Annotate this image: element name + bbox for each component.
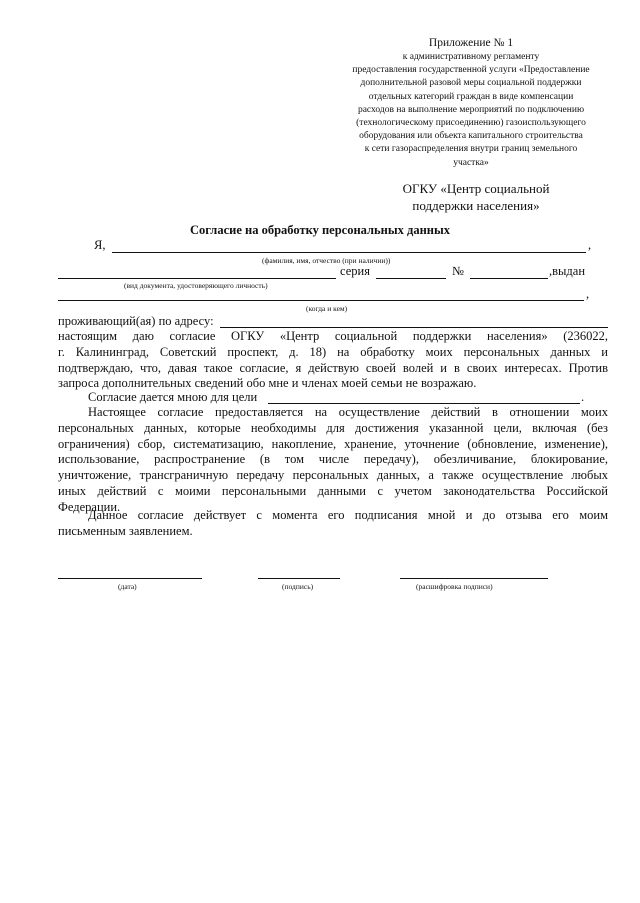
header-line: расходов на выполнение мероприятий по подключению xyxy=(357,104,585,115)
purpose-field[interactable] xyxy=(268,403,580,404)
caption-signature-decode: (расшифровка подписи) xyxy=(416,582,493,591)
ya-label: Я, xyxy=(94,238,106,252)
consent-paragraph xyxy=(58,329,608,392)
paragraph-line: настоящим даю согласие ОГКУ «Центр социальной поддержки населения» (236022, xyxy=(58,329,608,343)
seria-field[interactable] xyxy=(376,278,446,279)
seria-label: серия xyxy=(340,264,370,278)
date-field[interactable] xyxy=(58,578,202,579)
fio-field[interactable] xyxy=(112,252,586,253)
header-line: участка» xyxy=(453,157,489,168)
paragraph-line: использование, распространение (в том числе передачу), обезличивание, блокирование, xyxy=(58,452,608,467)
paragraph-line: подтверждаю, что, давая такое согласие, я действую своей волей и в своих интересах. Против xyxy=(58,360,608,375)
comma: , xyxy=(586,287,590,301)
caption-date: (дата) xyxy=(118,582,137,591)
header-line: оборудования или объекта капитального строительства xyxy=(359,131,583,142)
vydan-label: ,выдан xyxy=(549,264,586,278)
caption-by-whom: (когда и кем) xyxy=(306,304,348,313)
paragraph-line: персональных данных, которые необходимы для достижения указанной цели, включая (без xyxy=(58,420,608,435)
paragraph-line: ограничения) сбор, систематизацию, накопление, хранение, уточнение (обновление, изменение), xyxy=(58,436,608,451)
header-line: дополнительной разовой меры социальной поддержки xyxy=(360,78,582,89)
paragraph-line: г. Калининград, Советский проспект, д. 18) на обработку моих персональных данных и xyxy=(58,344,608,359)
document-title: Согласие на обработку персональных данных xyxy=(189,223,450,237)
number-label: № xyxy=(452,264,464,278)
header-line: (технологическому присоединению) газоиспользующего xyxy=(356,118,586,129)
issued-by-field[interactable] xyxy=(58,300,584,301)
document-type-field[interactable] xyxy=(58,278,336,279)
appendix-header xyxy=(326,36,616,170)
comma: , xyxy=(588,238,592,252)
header-line: предоставления государственной услуги «Предоставление xyxy=(352,65,590,76)
paragraph-line: письменным заявлением. xyxy=(58,523,193,538)
signature-field[interactable] xyxy=(258,578,340,579)
header-line: к сети газораспределения внутри границ земельного xyxy=(364,144,578,155)
document-number-field[interactable] xyxy=(470,278,548,279)
appendix-title: Приложение № 1 xyxy=(428,37,514,49)
paragraph-line: иных действий с моими персональными данными с учетом законодательства Российской xyxy=(58,483,608,498)
validity-paragraph xyxy=(58,508,608,540)
caption-signature: (подпись) xyxy=(282,582,314,591)
paragraph-line: Федерации. xyxy=(58,499,121,514)
addressee xyxy=(376,180,576,214)
address-field[interactable] xyxy=(220,327,608,328)
paragraph-line: уничтожение, трансграничную передачу персональных данных, а также осуществление любых xyxy=(58,468,608,483)
addressee-line: ОГКУ «Центр социальной xyxy=(402,181,550,196)
paragraph-line: запроса дополнительных сведений обо мне и членах моей семьи не возражаю. xyxy=(58,376,477,391)
purpose-end: . xyxy=(581,390,585,404)
caption-fio: (фамилия, имя, отчество (при наличии)) xyxy=(262,256,391,265)
purpose-label: Согласие дается мною для цели xyxy=(88,390,258,404)
scope-paragraph xyxy=(58,405,608,516)
address-label: проживающий(ая) по адресу: xyxy=(58,314,214,328)
paragraph-line: Данное согласие действует с момента его подписания мной и до отзыва его моим xyxy=(88,508,608,522)
signature-decode-field[interactable] xyxy=(400,578,548,579)
paragraph-line: Настоящее согласие предоставляется на осуществление действий в отношении моих xyxy=(88,405,608,419)
addressee-line: поддержки населения» xyxy=(412,198,540,213)
caption-document: (вид документа, удостоверяющего личность) xyxy=(124,281,268,290)
header-line: к административному регламенту xyxy=(402,52,540,62)
header-line: отдельных категорий граждан в виде компенсации xyxy=(368,91,574,102)
